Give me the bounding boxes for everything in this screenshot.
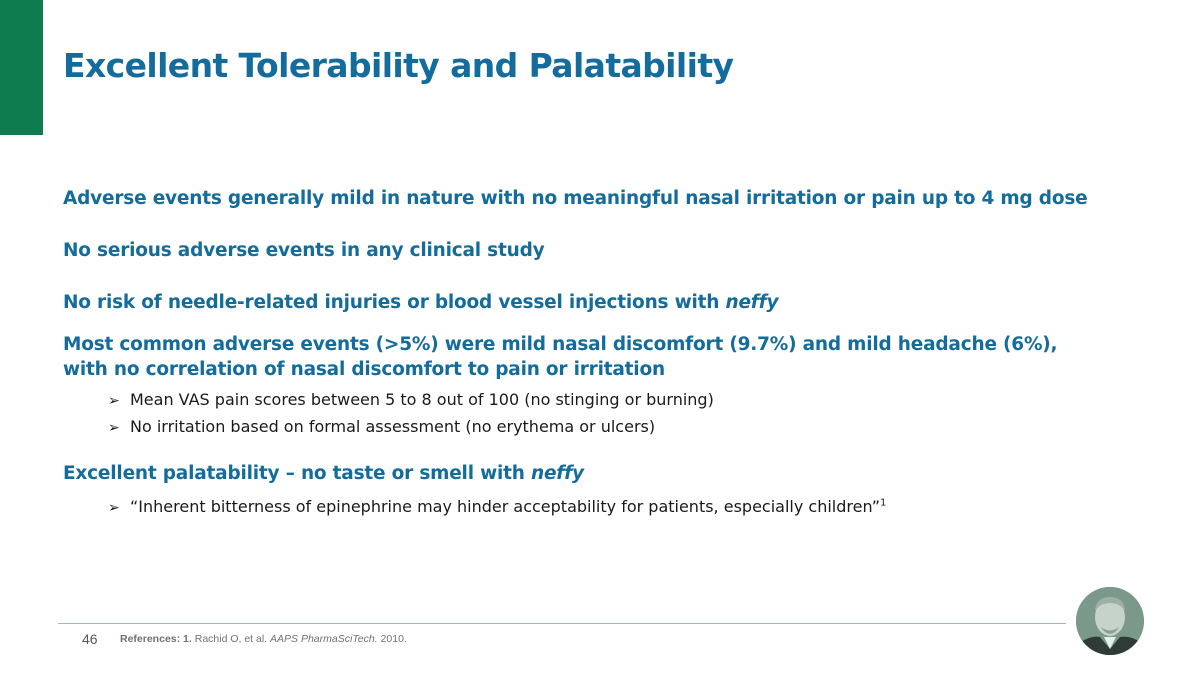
arrow-bullet-icon: ➢ <box>108 420 120 436</box>
subpoint-vas-pain-scores: ➢ Mean VAS pain scores between 5 to 8 out of 100 (no stinging or burning) <box>108 389 714 412</box>
point-most-common-adverse-events: Most common adverse events (>5%) were mild nasal discomfort (9.7%) and mild headache (6%), with no correlation of nasal discomfort to pain or irritation <box>63 334 1058 380</box>
arrow-bullet-icon: ➢ <box>108 393 120 409</box>
person-icon <box>1076 587 1144 655</box>
slide-title: Excellent Tolerability and Palatability <box>63 46 734 85</box>
point-no-needle-risk: No risk of needle-related injuries or blood vessel injections with neffy <box>63 292 779 313</box>
point-no-serious-events: No serious adverse events in any clinical study <box>63 240 545 261</box>
arrow-bullet-icon: ➢ <box>108 500 120 516</box>
subpoint-no-irritation: ➢ No irritation based on formal assessment (no erythema or ulcers) <box>108 416 655 439</box>
footer-divider <box>58 623 1066 624</box>
point-adverse-events-mild: Adverse events generally mild in nature with no meaningful nasal irritation or pain up to 4 mg dose <box>63 188 1088 209</box>
page-number: 46 <box>82 631 98 647</box>
accent-bar <box>0 0 43 135</box>
point-excellent-palatability: Excellent palatability – no taste or smell with neffy <box>63 463 584 484</box>
subpoint-bitterness-quote: ➢ “Inherent bitterness of epinephrine may hinder acceptability for patients, especially children”$^1$ <box>108 496 886 519</box>
presenter-avatar[interactable] <box>1076 587 1144 655</box>
references-footnote: References: 1. Rachid O, et al. AAPS PharmaSciTech. 2010. <box>120 633 407 645</box>
